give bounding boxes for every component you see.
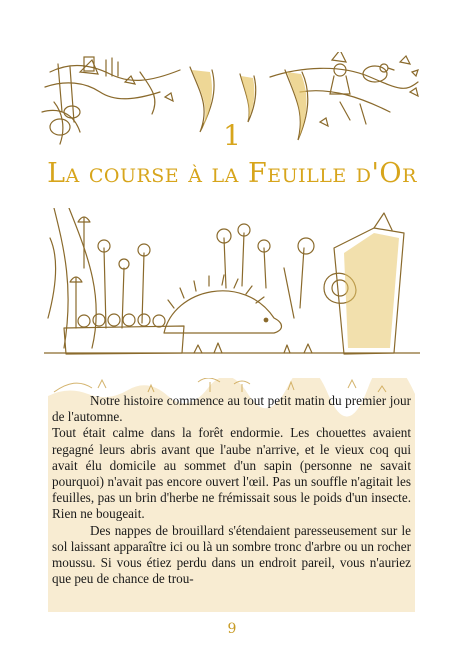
page-number: 9: [227, 621, 237, 637]
chapter-number: 1: [223, 119, 241, 152]
chapter-title: La course à la Feuille d'Or: [47, 158, 417, 189]
hedgehog-scene-illustration: [44, 208, 420, 363]
paragraph-3: Des nappes de brouillard s'étendaient paresseusement sur le sol laissant apparaître ici ou là un sombre tronc d'arbre ou un rocher moussu. Si vous étiez perdu dans un endroit pareil, vous n'auriez que peu de chance de trou-: [52, 522, 411, 587]
paragraph-1: Notre histoire commence au tout petit matin du premier jour de l'automne.: [52, 393, 411, 425]
paragraph-2: Tout était calme dans la forêt endormie. Les chouettes avaient regagné leurs abris avant que l'aube n'arrive, et le vieux coq qui avait élu domicile au sommet d'un sapin (personne ne savait pourquoi) n'avait pas encore ouvert l'œil. Pas un souffle n'agitait les feuilles, pas un brin d'herbe ne frémissait sous le poids d'un insecte. Rien ne bougeait.: [52, 425, 411, 522]
chapter-text: [48, 393, 415, 587]
